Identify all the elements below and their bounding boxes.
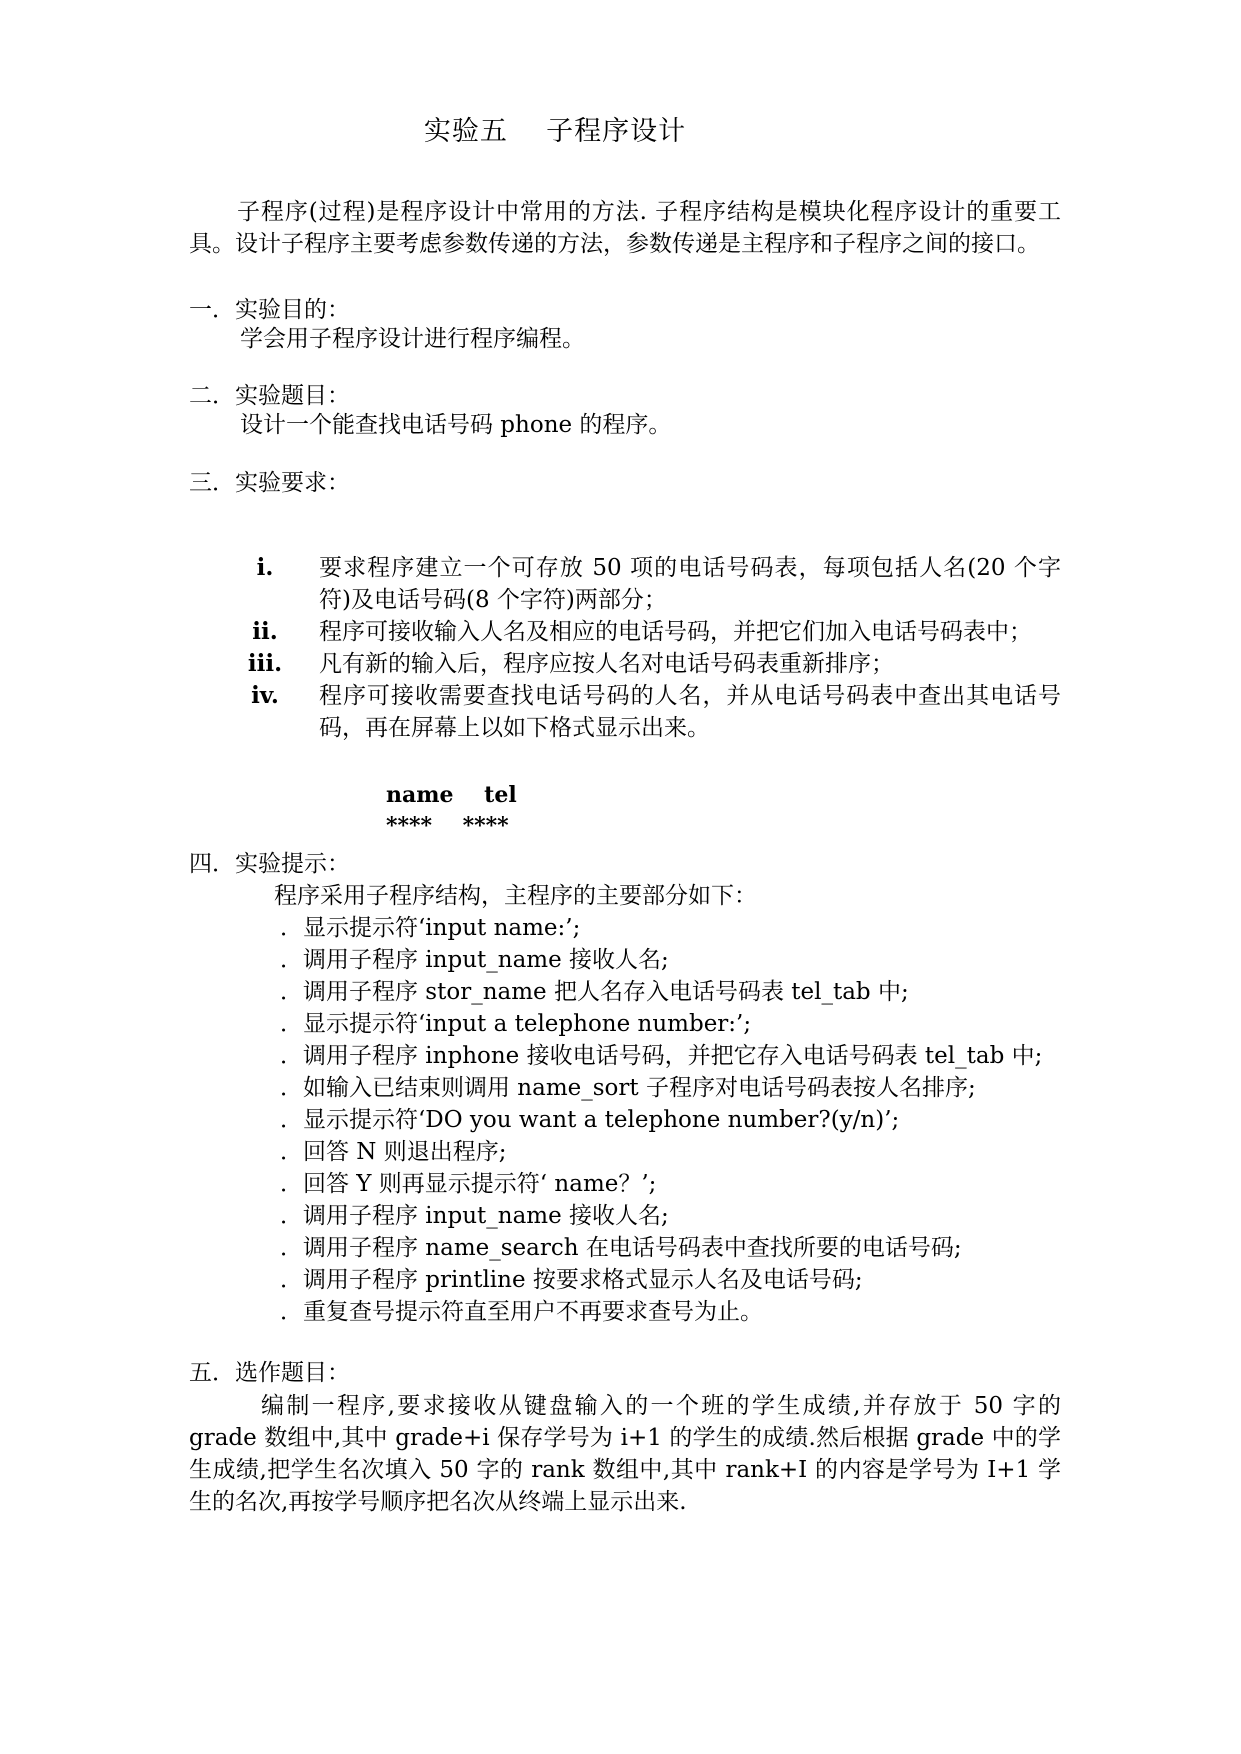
- section-5-heading: 五．选作题目：: [189, 1360, 350, 1386]
- step-item: ．回答 Y 则再显示提示符‘ name？’;: [280, 1171, 657, 1197]
- requirement-text: 凡有新的输入后，程序应按人名对电话号码表重新排序；: [319, 651, 894, 677]
- section-1-heading: 一．实验目的：: [189, 297, 350, 323]
- step-item: ．显示提示符‘DO you want a telephone number?(y/n)’;: [280, 1107, 900, 1133]
- requirement-text: 程序可接收需要查找电话号码的人名，并从电话号码表中查出其电话号码，再在屏幕上以如下格式显示出来。: [319, 683, 1061, 741]
- step-item: ．调用子程序 input_name 接收人名;: [280, 1203, 669, 1229]
- requirement-number: iv.: [251, 682, 279, 709]
- requirement-number: i.: [256, 554, 274, 581]
- section-2-heading: 二．实验题目：: [189, 383, 350, 409]
- requirement-item: [189, 648, 1061, 680]
- step-item: ．调用子程序 printline 按要求格式显示人名及电话号码;: [280, 1267, 863, 1293]
- section-5-body: 编制一程序,要求接收从键盘输入的一个班的学生成绩,并存放于 50 字的 grade 数组中,其中 grade+i 保存学号为 i+1 的学生的成绩.然后根据 grade 中的学生成绩,把学生名次填入 50 字的 rank 数组中,其中 rank+I 的内容是学号为 I+1 学生的名次,再按学号顺序把名次从终端上显示出来.: [189, 1393, 1061, 1515]
- section-2-body: 设计一个能查找电话号码 phone 的程序。: [240, 412, 672, 438]
- requirement-item: [189, 680, 1061, 744]
- page-title: 实验五 子程序设计: [423, 116, 687, 147]
- requirement-number: ii.: [252, 618, 278, 645]
- step-item: ．调用子程序 input_name 接收人名;: [280, 947, 669, 973]
- step-item: ．回答 N 则退出程序;: [280, 1139, 507, 1165]
- steps-list: [280, 912, 1070, 1328]
- format-header: name tel: [386, 782, 517, 808]
- step-item: ．调用子程序 inphone 接收电话号码，并把它存入电话号码表 tel_tab 中;: [280, 1043, 1043, 1069]
- section-1-body: 学会用子程序设计进行程序编程。: [240, 326, 585, 352]
- requirement-item: [189, 616, 1061, 648]
- requirement-text: 程序可接收输入人名及相应的电话号码，并把它们加入电话号码表中；: [319, 619, 1032, 645]
- requirement-number: iii.: [247, 650, 283, 677]
- section-4-intro: 程序采用子程序结构，主程序的主要部分如下：: [274, 883, 757, 909]
- step-item: ．显示提示符‘input a telephone number:’;: [280, 1011, 752, 1037]
- requirement-item: [189, 552, 1061, 616]
- step-item: ．调用子程序 name_search 在电话号码表中查找所要的电话号码;: [280, 1235, 962, 1261]
- section-4-heading: 四．实验提示：: [189, 851, 350, 877]
- section-3-heading: 三．实验要求：: [189, 470, 350, 496]
- intro-paragraph: 子程序(过程)是程序设计中常用的方法. 子程序结构是模块化程序设计的重要工具。设计子程序主要考虑参数传递的方法，参数传递是主程序和子程序之间的接口。: [189, 199, 1061, 257]
- step-item: ．重复查号提示符直至用户不再要求查号为止。: [280, 1299, 763, 1325]
- step-item: ．如输入已结束则调用 name_sort 子程序对电话号码表按人名排序;: [280, 1075, 976, 1101]
- step-item: ．调用子程序 stor_name 把人名存入电话号码表 tel_tab 中;: [280, 979, 909, 1005]
- step-item: ．显示提示符‘input name:’;: [280, 915, 581, 941]
- requirement-text: 要求程序建立一个可存放 50 项的电话号码表，每项包括人名(20 个字符)及电话号码(8 个字符)两部分；: [319, 555, 1061, 613]
- requirements-list: [189, 552, 1061, 744]
- format-row: **** ****: [386, 813, 509, 839]
